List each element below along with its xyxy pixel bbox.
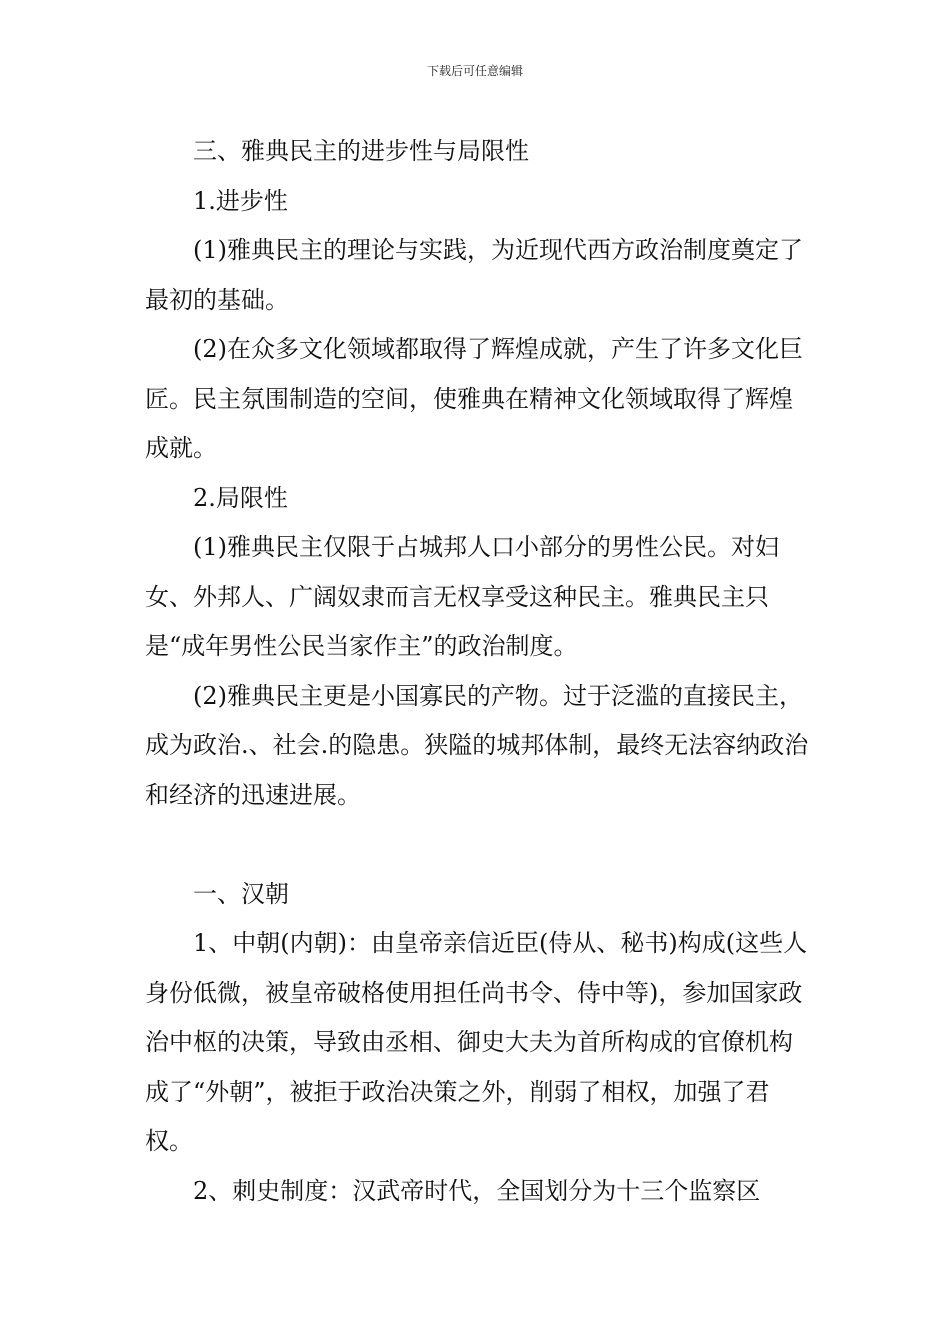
- paragraph-progress-2: (2)在众多文化领域都取得了辉煌成就，产生了许多文化巨匠。民主氛围制造的空间，使雅典在精神文化领域取得了辉煌成就。: [145, 335, 803, 462]
- subheading-limitations: 2.局限性: [193, 483, 288, 512]
- paragraph-progress-1: (1)雅典民主的理论与实践，为近现代西方政治制度奠定了最初的基础。: [145, 236, 803, 314]
- page-header: 下载后可任意编辑: [426, 64, 523, 78]
- subheading-progress: 1.进步性: [193, 186, 288, 215]
- section-spacer: [145, 820, 813, 870]
- paragraph-inspector-system: 2、刺史制度：汉武帝时代，全国划分为十三个监察区: [193, 1176, 761, 1205]
- section-title-han: 一、汉朝: [193, 879, 289, 908]
- section-title-athens: 三、雅典民主的进步性与局限性: [193, 137, 529, 165]
- paragraph-inner-court: 1、中朝(内朝)：由皇帝亲信近臣(侍从、秘书)构成(这些人身份低微，被皇帝破格使用担任尚书令、侍中等)，参加国家政治中枢的决策，导致由丞相、御史大夫为首所构成的官僚机构成了“外朝”，被拒于政治决策之外，削弱了相权，加强了君权。: [145, 929, 808, 1155]
- document-body: [145, 127, 813, 1216]
- paragraph-limitation-1: (1)雅典民主仅限于占城邦人口小部分的男性公民。对妇女、外邦人、广阔奴隶而言无权享受这种民主。雅典民主只是“成年男性公民当家作主”的政治制度。: [145, 533, 779, 660]
- paragraph-limitation-2: (2)雅典民主更是小国寡民的产物。过于泛滥的直接民主，成为政治.、社会.的隐患。狭隘的城邦体制，最终无法容纳政治和经济的迅速进展。: [145, 681, 809, 809]
